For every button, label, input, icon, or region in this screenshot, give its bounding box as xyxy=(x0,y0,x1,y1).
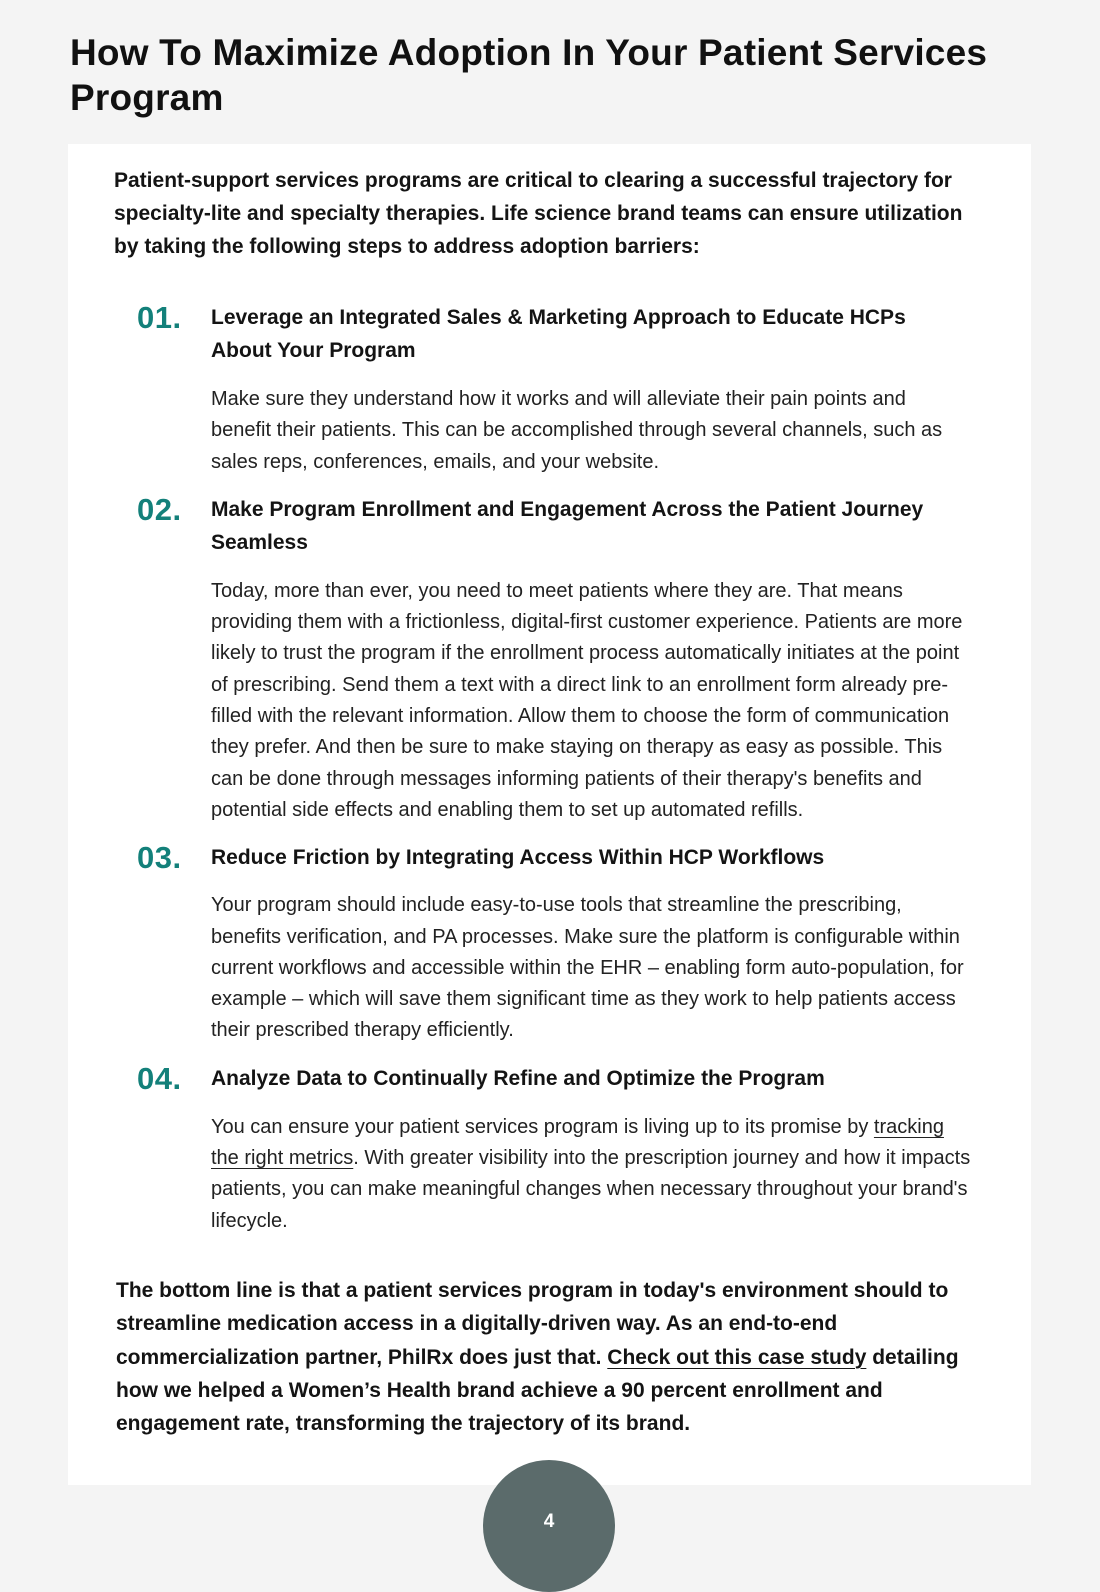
step-title: Make Program Enrollment and Engagement Across the Patient Journey Seamless xyxy=(211,497,924,554)
step-item xyxy=(114,841,991,1046)
step-item xyxy=(114,1062,991,1237)
step-number: 03. xyxy=(137,840,182,876)
page-title: How To Maximize Adoption In Your Patient Services Program xyxy=(70,32,988,118)
content-card xyxy=(68,144,1031,1485)
intro-paragraph: Patient-support services programs are critical to clearing a successful trajectory for specialty-lite and specialty therapies. Life science brand teams can ensure utilization by taking the following steps to address adoption barriers: xyxy=(114,169,963,258)
bottom-line-text: detailing how we helped a Women’s Health brand achieve a 90 percent enrollment and engagement rate, transforming the trajectory of its brand. xyxy=(116,1345,959,1436)
step-body: Make sure they understand how it works and will alleviate their pain points and benefit their patients. This can be accomplished through several channels, such as sales reps, conferences, emails, and your website. xyxy=(211,388,943,473)
step-body-text: . With greater visibility into the prescription journey and how it impacts patients, you can make meaningful changes when necessary throughout your brand's lifecycle. xyxy=(211,1147,971,1232)
step-title: Analyze Data to Continually Refine and Optimize the Program xyxy=(211,1066,825,1090)
tracking-metrics-link[interactable]: tracking the right metrics xyxy=(211,1115,944,1170)
step-item xyxy=(114,301,991,478)
steps-list xyxy=(114,301,991,1237)
case-study-link[interactable]: Check out this case study xyxy=(607,1345,867,1369)
step-number: 04. xyxy=(137,1060,182,1096)
step-body xyxy=(211,1112,971,1237)
bottom-line-text: The bottom line is that a patient services program in today's environment should to streamline medication access in a digitally-driven way. As an end-to-end commercialization partner, PhilRx does just that. xyxy=(116,1278,949,1369)
step-number: 02. xyxy=(137,491,182,527)
step-number: 01. xyxy=(137,300,182,335)
bottom-line-paragraph xyxy=(116,1274,986,1440)
step-body: Today, more than ever, you need to meet patients where they are. That means providing them with a frictionless, digital-first customer experience. Patients are more likely to trust the program if the enrollment process automatically initiates at the point of prescribing. Send them a text with a direct link to an enrollment form already pre-filled with the relevant information. Allow them to choose the form of communication they prefer. And then be sure to make staying on therapy as easy as possible. This can be done through messages informing patients of their therapy's benefits and potential side effects and enabling them to set up automated refills. xyxy=(211,579,963,821)
step-title: Leverage an Integrated Sales & Marketing Approach to Educate HCPs About Your Program xyxy=(211,306,906,362)
step-item xyxy=(114,493,991,826)
step-body: Your program should include easy-to-use tools that streamline the prescribing, benefits verification, and PA processes. Make sure the platform is configurable within current workflows and accessible within the EHR – enabling form auto-population, for example – which will save them significant time as they work to help patients access their prescribed therapy efficiently. xyxy=(211,894,964,1042)
page-number-badge: 4 xyxy=(483,1460,615,1592)
step-title: Reduce Friction by Integrating Access Within HCP Workflows xyxy=(211,846,825,870)
step-body-text: You can ensure your patient services program is living up to its promise by xyxy=(211,1115,874,1138)
